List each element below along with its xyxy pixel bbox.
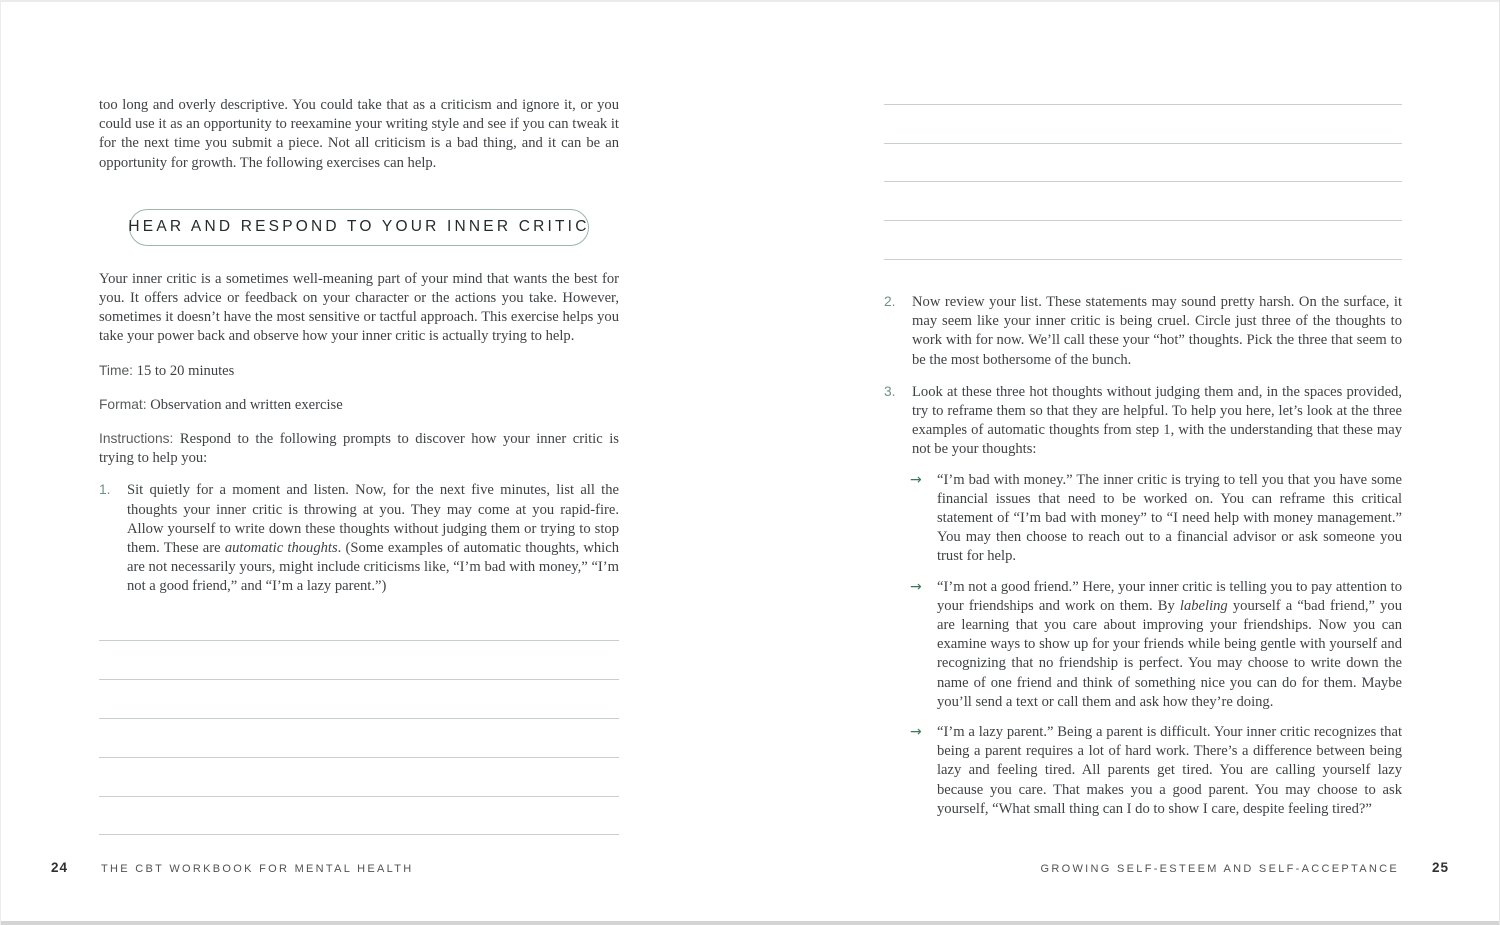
right-page-footer bbox=[1041, 860, 1449, 875]
reframe-bullet-money bbox=[884, 471, 1402, 567]
page-number: 24 bbox=[51, 860, 69, 875]
intro-paragraph: too long and overly descriptive. You could take that as a criticism and ignore it, or you could use it as an opportunity to reexamine your writing style and see if you can tweak it for the next time you submit a piece. Not all criticism is a bad thing, and it can be an opportunity for growth. The following exercises can help. bbox=[99, 97, 619, 171]
arrow-icon: → bbox=[910, 578, 922, 595]
write-in-line bbox=[99, 758, 619, 797]
write-in-lines-left bbox=[99, 603, 619, 836]
reframe-bullet-friend bbox=[884, 578, 1402, 712]
step-text: Sit quietly for a moment and listen. Now, for the next five minutes, list all the thoughts your inner critic is throwing at you. They may come at you rapid-fire. Allow yourself to write down these thoughts without judging them or trying to stop them. These are automatic thoughts. (Some examples of automatic thoughts, which are not necessarily yours, might include criticisms like, “I’m bad with money,” “I’m not a good friend,” and “I’m a lazy parent.”) bbox=[127, 482, 619, 595]
format-value: Observation and written exercise bbox=[150, 396, 343, 413]
bullet-text: “I’m a lazy parent.” Being a parent is difficult. Your inner critic recognizes that being a parent requires a lot of hard work. There’s a difference between being lazy and feeling tired. All parents get tired. You are calling yourself lazy because you care. That makes you a good parent. You may choose to ask yourself, “What small thing can I do to show I care, despite feeling tired?” bbox=[937, 724, 1402, 817]
arrow-icon: → bbox=[910, 724, 922, 741]
write-in-lines-right bbox=[884, 66, 1402, 260]
write-in-line bbox=[99, 603, 619, 642]
left-page-footer bbox=[51, 860, 414, 875]
instructions-text: Respond to the following prompts to discover how your inner critic is trying to help you: bbox=[99, 431, 619, 467]
bullet-text: “I’m bad with money.” The inner critic is trying to tell you that you have some financial issues that need to be worked on. You can reframe this critical statement of “I’m bad with money” to “I need help with money management.” You may then choose to reach out to a financial advisor or ask someone you trust for help. bbox=[937, 471, 1402, 565]
step-item-2 bbox=[884, 293, 1402, 370]
left-page bbox=[99, 0, 619, 835]
write-in-line bbox=[99, 719, 619, 758]
write-in-line bbox=[884, 105, 1402, 144]
page-bottom-edge bbox=[1, 921, 1499, 925]
bullet-text: “I’m not a good friend.” Here, your inner critic is telling you to pay attention to your friendships and work on them. By labeling yourself a “bad friend,” you are learning that you care about improving your friendships. Now you can examine ways to show up for your friends while being gentle with yourself and recognizing that no friendship is perfect. You may choose to write down the name of one friend and think of something nice you can do for them. Maybe you’ll send a text or call them and ask how they’re doing. bbox=[937, 578, 1402, 710]
write-in-line bbox=[884, 144, 1402, 183]
time-label: Time: bbox=[99, 362, 133, 378]
step-text: Look at these three hot thoughts without judging them and, in the spaces provided, try to reframe them so that they are helpful. To help you here, let’s look at the three examples of automatic thoughts from step 1, with the understanding that these may not be your thoughts: bbox=[912, 383, 1402, 458]
page-number: 25 bbox=[1431, 860, 1449, 875]
italic-term-automatic-thoughts: automatic thoughts bbox=[224, 540, 338, 557]
arrow-icon: → bbox=[910, 471, 922, 488]
step-item-3 bbox=[884, 383, 1402, 460]
exercise-description: Your inner critic is a sometimes well-meaning part of your mind that wants the best for you. It offers advice or feedback on your character or the actions you take. However, sometimes it doesn’t have the most sensitive or tactful approach. This exercise helps you take your power back and observe how your inner critic is actually trying to help. bbox=[99, 270, 619, 345]
step-number: 3. bbox=[884, 383, 896, 399]
step-number: 2. bbox=[884, 293, 896, 309]
step-number: 1. bbox=[99, 482, 111, 498]
write-in-line bbox=[99, 797, 619, 836]
book-title: THE CBT WORKBOOK FOR MENTAL HEALTH bbox=[101, 863, 414, 875]
instructions-label: Instructions: bbox=[99, 431, 174, 447]
time-value: 15 to 20 minutes bbox=[136, 362, 235, 379]
write-in-line bbox=[99, 680, 619, 719]
instructions-line bbox=[99, 429, 619, 468]
step-item-1 bbox=[99, 481, 619, 596]
reframe-bullet-parent bbox=[884, 723, 1402, 819]
format-label: Format: bbox=[99, 396, 147, 412]
write-in-line bbox=[884, 221, 1402, 260]
exercise-title-box bbox=[129, 209, 589, 246]
format-line bbox=[99, 395, 619, 415]
write-in-line bbox=[884, 66, 1402, 105]
italic-term-labeling: labeling bbox=[1179, 597, 1228, 614]
write-in-line bbox=[884, 182, 1402, 221]
chapter-title: GROWING SELF-ESTEEM AND SELF-ACCEPTANCE bbox=[1040, 863, 1399, 875]
step-text: Now review your list. These statements may sound pretty harsh. On the surface, it may seem like your inner critic is being cruel. Circle just three of the thoughts to work with for now. We’ll call these your “hot” thoughts. Pick the three that seem to be the most bothersome of the bunch. bbox=[912, 293, 1402, 368]
write-in-line bbox=[99, 641, 619, 680]
right-page bbox=[884, 0, 1402, 819]
exercise-title: HEAR AND RESPOND TO YOUR INNER CRITIC bbox=[128, 218, 590, 236]
time-line bbox=[99, 361, 619, 381]
footer bbox=[1, 860, 1499, 880]
